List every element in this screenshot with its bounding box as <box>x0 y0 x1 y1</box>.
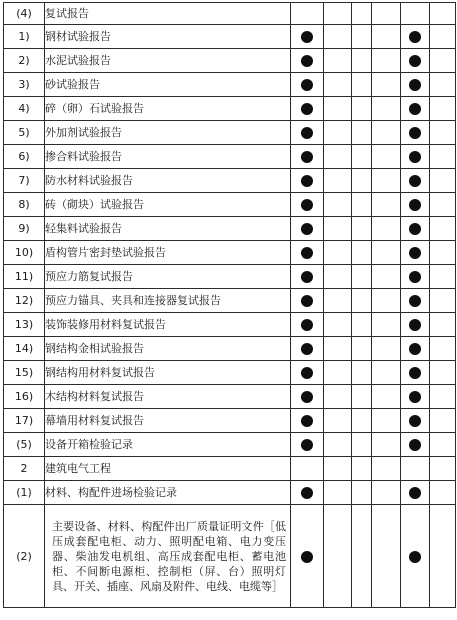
mark-cell-5 <box>401 169 430 193</box>
filled-dot-icon <box>301 151 313 163</box>
mark-cell-4 <box>372 145 401 169</box>
mark-cell-2 <box>324 361 352 385</box>
filled-dot-icon <box>301 551 313 563</box>
mark-cell-5 <box>401 481 430 505</box>
mark-cell-5 <box>401 3 430 25</box>
mark-cell-5 <box>401 361 430 385</box>
mark-cell-6 <box>430 241 456 265</box>
filled-dot-icon <box>409 55 421 67</box>
filled-dot-icon <box>409 271 421 283</box>
mark-cell-3 <box>352 49 372 73</box>
table-row <box>4 409 456 433</box>
mark-cell-4 <box>372 337 401 361</box>
mark-cell-4 <box>372 25 401 49</box>
table-row <box>4 505 456 608</box>
mark-cell-1 <box>291 385 324 409</box>
mark-cell-4 <box>372 3 401 25</box>
row-number: 8) <box>4 193 45 217</box>
row-item-name: 材料、构配件进场检验记录 <box>45 481 291 505</box>
filled-dot-icon <box>301 487 313 499</box>
mark-cell-2 <box>324 145 352 169</box>
mark-cell-6 <box>430 193 456 217</box>
mark-cell-2 <box>324 97 352 121</box>
mark-cell-2 <box>324 25 352 49</box>
mark-cell-1 <box>291 145 324 169</box>
mark-cell-5 <box>401 409 430 433</box>
row-number: 6) <box>4 145 45 169</box>
mark-cell-1 <box>291 3 324 25</box>
mark-cell-3 <box>352 313 372 337</box>
row-item-name: 装饰装修用材料复试报告 <box>45 313 291 337</box>
row-item-name: 掺合料试验报告 <box>45 145 291 169</box>
mark-cell-3 <box>352 385 372 409</box>
mark-cell-4 <box>372 49 401 73</box>
mark-cell-5 <box>401 337 430 361</box>
mark-cell-3 <box>352 3 372 25</box>
mark-cell-5 <box>401 25 430 49</box>
mark-cell-6 <box>430 145 456 169</box>
mark-cell-5 <box>401 73 430 97</box>
mark-cell-5 <box>401 193 430 217</box>
mark-cell-6 <box>430 3 456 25</box>
mark-cell-1 <box>291 337 324 361</box>
filled-dot-icon <box>409 223 421 235</box>
table-body <box>4 3 456 608</box>
mark-cell-2 <box>324 481 352 505</box>
row-number: (5) <box>4 433 45 457</box>
row-item-name: 幕墙用材料复试报告 <box>45 409 291 433</box>
mark-cell-1 <box>291 361 324 385</box>
mark-cell-1 <box>291 49 324 73</box>
mark-cell-6 <box>430 505 456 608</box>
archive-table <box>3 2 456 608</box>
row-item-name: 砂试验报告 <box>45 73 291 97</box>
filled-dot-icon <box>301 247 313 259</box>
row-item-name: 碎（卵）石试验报告 <box>45 97 291 121</box>
filled-dot-icon <box>301 391 313 403</box>
mark-cell-5 <box>401 505 430 608</box>
mark-cell-2 <box>324 73 352 97</box>
mark-cell-2 <box>324 409 352 433</box>
mark-cell-2 <box>324 49 352 73</box>
table-row <box>4 145 456 169</box>
mark-cell-2 <box>324 433 352 457</box>
mark-cell-4 <box>372 241 401 265</box>
mark-cell-2 <box>324 457 352 481</box>
filled-dot-icon <box>409 391 421 403</box>
mark-cell-1 <box>291 217 324 241</box>
table-row <box>4 265 456 289</box>
mark-cell-2 <box>324 169 352 193</box>
mark-cell-4 <box>372 313 401 337</box>
table-row <box>4 169 456 193</box>
mark-cell-6 <box>430 217 456 241</box>
mark-cell-4 <box>372 265 401 289</box>
mark-cell-6 <box>430 49 456 73</box>
mark-cell-4 <box>372 193 401 217</box>
row-number: (2) <box>4 505 45 608</box>
filled-dot-icon <box>301 79 313 91</box>
mark-cell-4 <box>372 121 401 145</box>
mark-cell-5 <box>401 97 430 121</box>
row-number: 16) <box>4 385 45 409</box>
mark-cell-6 <box>430 97 456 121</box>
mark-cell-6 <box>430 409 456 433</box>
filled-dot-icon <box>301 295 313 307</box>
table-row <box>4 457 456 481</box>
mark-cell-3 <box>352 505 372 608</box>
mark-cell-2 <box>324 289 352 313</box>
mark-cell-3 <box>352 145 372 169</box>
filled-dot-icon <box>409 343 421 355</box>
filled-dot-icon <box>409 367 421 379</box>
mark-cell-5 <box>401 241 430 265</box>
filled-dot-icon <box>301 319 313 331</box>
filled-dot-icon <box>301 175 313 187</box>
mark-cell-5 <box>401 385 430 409</box>
row-item-name: 设备开箱检验记录 <box>45 433 291 457</box>
mark-cell-1 <box>291 289 324 313</box>
mark-cell-4 <box>372 385 401 409</box>
filled-dot-icon <box>409 31 421 43</box>
row-number: 12) <box>4 289 45 313</box>
row-number: 13) <box>4 313 45 337</box>
table-row <box>4 433 456 457</box>
mark-cell-4 <box>372 409 401 433</box>
mark-cell-6 <box>430 289 456 313</box>
filled-dot-icon <box>409 151 421 163</box>
row-item-name: 砖（砌块）试验报告 <box>45 193 291 217</box>
mark-cell-3 <box>352 241 372 265</box>
filled-dot-icon <box>409 439 421 451</box>
row-item-name: 预应力筋复试报告 <box>45 265 291 289</box>
mark-cell-3 <box>352 97 372 121</box>
mark-cell-4 <box>372 217 401 241</box>
table-row <box>4 49 456 73</box>
mark-cell-5 <box>401 433 430 457</box>
mark-cell-1 <box>291 193 324 217</box>
row-number: 15) <box>4 361 45 385</box>
row-item-name: 盾构管片密封垫试验报告 <box>45 241 291 265</box>
row-item-name: 预应力锚具、夹具和连接器复试报告 <box>45 289 291 313</box>
mark-cell-3 <box>352 169 372 193</box>
row-number: 2) <box>4 49 45 73</box>
filled-dot-icon <box>409 487 421 499</box>
mark-cell-6 <box>430 121 456 145</box>
filled-dot-icon <box>409 415 421 427</box>
table-row <box>4 73 456 97</box>
mark-cell-6 <box>430 337 456 361</box>
table-row <box>4 313 456 337</box>
mark-cell-5 <box>401 457 430 481</box>
mark-cell-1 <box>291 25 324 49</box>
mark-cell-1 <box>291 433 324 457</box>
mark-cell-3 <box>352 193 372 217</box>
mark-cell-5 <box>401 265 430 289</box>
filled-dot-icon <box>409 127 421 139</box>
mark-cell-5 <box>401 145 430 169</box>
mark-cell-2 <box>324 3 352 25</box>
filled-dot-icon <box>409 551 421 563</box>
mark-cell-3 <box>352 265 372 289</box>
mark-cell-3 <box>352 361 372 385</box>
mark-cell-3 <box>352 289 372 313</box>
mark-cell-1 <box>291 265 324 289</box>
row-number: 17) <box>4 409 45 433</box>
mark-cell-6 <box>430 73 456 97</box>
row-number: 7) <box>4 169 45 193</box>
row-item-name: 外加剂试验报告 <box>45 121 291 145</box>
mark-cell-3 <box>352 337 372 361</box>
mark-cell-4 <box>372 457 401 481</box>
mark-cell-6 <box>430 481 456 505</box>
filled-dot-icon <box>301 415 313 427</box>
mark-cell-6 <box>430 361 456 385</box>
mark-cell-2 <box>324 313 352 337</box>
mark-cell-6 <box>430 457 456 481</box>
mark-cell-1 <box>291 97 324 121</box>
filled-dot-icon <box>409 319 421 331</box>
mark-cell-1 <box>291 121 324 145</box>
mark-cell-2 <box>324 217 352 241</box>
mark-cell-4 <box>372 289 401 313</box>
mark-cell-3 <box>352 481 372 505</box>
mark-cell-1 <box>291 241 324 265</box>
table-row <box>4 3 456 25</box>
row-number: 2 <box>4 457 45 481</box>
filled-dot-icon <box>301 367 313 379</box>
table-row <box>4 241 456 265</box>
mark-cell-3 <box>352 121 372 145</box>
mark-cell-4 <box>372 97 401 121</box>
row-number: (4) <box>4 3 45 25</box>
mark-cell-1 <box>291 73 324 97</box>
table-row <box>4 193 456 217</box>
mark-cell-2 <box>324 385 352 409</box>
table-row <box>4 121 456 145</box>
row-item-name: 轻集料试验报告 <box>45 217 291 241</box>
table-row <box>4 481 456 505</box>
mark-cell-2 <box>324 265 352 289</box>
filled-dot-icon <box>301 271 313 283</box>
table-row <box>4 97 456 121</box>
mark-cell-6 <box>430 313 456 337</box>
row-number: (1) <box>4 481 45 505</box>
mark-cell-1 <box>291 481 324 505</box>
mark-cell-5 <box>401 289 430 313</box>
filled-dot-icon <box>301 223 313 235</box>
filled-dot-icon <box>301 199 313 211</box>
mark-cell-6 <box>430 25 456 49</box>
row-number: 14) <box>4 337 45 361</box>
mark-cell-5 <box>401 217 430 241</box>
mark-cell-3 <box>352 409 372 433</box>
row-number: 5) <box>4 121 45 145</box>
row-item-name: 防水材料试验报告 <box>45 169 291 193</box>
row-item-name: 复试报告 <box>45 3 291 25</box>
mark-cell-3 <box>352 457 372 481</box>
filled-dot-icon <box>409 175 421 187</box>
filled-dot-icon <box>301 55 313 67</box>
row-item-name: 钢结构金相试验报告 <box>45 337 291 361</box>
mark-cell-4 <box>372 505 401 608</box>
filled-dot-icon <box>301 103 313 115</box>
mark-cell-4 <box>372 73 401 97</box>
filled-dot-icon <box>301 439 313 451</box>
mark-cell-2 <box>324 505 352 608</box>
mark-cell-4 <box>372 361 401 385</box>
row-number: 3) <box>4 73 45 97</box>
row-item-name: 木结构材料复试报告 <box>45 385 291 409</box>
table-row <box>4 385 456 409</box>
mark-cell-2 <box>324 241 352 265</box>
mark-cell-5 <box>401 313 430 337</box>
mark-cell-2 <box>324 121 352 145</box>
filled-dot-icon <box>409 79 421 91</box>
row-item-name: 钢材试验报告 <box>45 25 291 49</box>
row-number: 4) <box>4 97 45 121</box>
row-item-name: 水泥试验报告 <box>45 49 291 73</box>
filled-dot-icon <box>409 247 421 259</box>
mark-cell-4 <box>372 169 401 193</box>
row-item-name: 钢结构用材料复试报告 <box>45 361 291 385</box>
mark-cell-1 <box>291 505 324 608</box>
row-item-name: 主要设备、材料、构配件出厂质量证明文件［低压成套配电柜、动力、照明配电箱、电力变压器、柴油发电机组、高压成套配电柜、蓄电池柜、不间断电源柜、控制柜（屏、台）照明灯具、开关、插座、风扇及附件、电线、电缆等］ <box>45 505 291 608</box>
filled-dot-icon <box>409 103 421 115</box>
filled-dot-icon <box>301 31 313 43</box>
mark-cell-4 <box>372 433 401 457</box>
filled-dot-icon <box>409 199 421 211</box>
filled-dot-icon <box>409 295 421 307</box>
mark-cell-5 <box>401 49 430 73</box>
row-number: 9) <box>4 217 45 241</box>
mark-cell-1 <box>291 313 324 337</box>
mark-cell-6 <box>430 433 456 457</box>
row-number: 1) <box>4 25 45 49</box>
row-number: 11) <box>4 265 45 289</box>
mark-cell-2 <box>324 193 352 217</box>
mark-cell-6 <box>430 265 456 289</box>
row-number: 10) <box>4 241 45 265</box>
mark-cell-1 <box>291 409 324 433</box>
table-row <box>4 361 456 385</box>
mark-cell-3 <box>352 73 372 97</box>
row-item-name: 建筑电气工程 <box>45 457 291 481</box>
mark-cell-6 <box>430 385 456 409</box>
filled-dot-icon <box>301 127 313 139</box>
mark-cell-3 <box>352 217 372 241</box>
table-row <box>4 289 456 313</box>
mark-cell-4 <box>372 481 401 505</box>
filled-dot-icon <box>301 343 313 355</box>
table-row <box>4 217 456 241</box>
mark-cell-3 <box>352 433 372 457</box>
mark-cell-3 <box>352 25 372 49</box>
mark-cell-1 <box>291 457 324 481</box>
mark-cell-5 <box>401 121 430 145</box>
mark-cell-1 <box>291 169 324 193</box>
mark-cell-6 <box>430 169 456 193</box>
table-row <box>4 337 456 361</box>
table-row <box>4 25 456 49</box>
mark-cell-2 <box>324 337 352 361</box>
